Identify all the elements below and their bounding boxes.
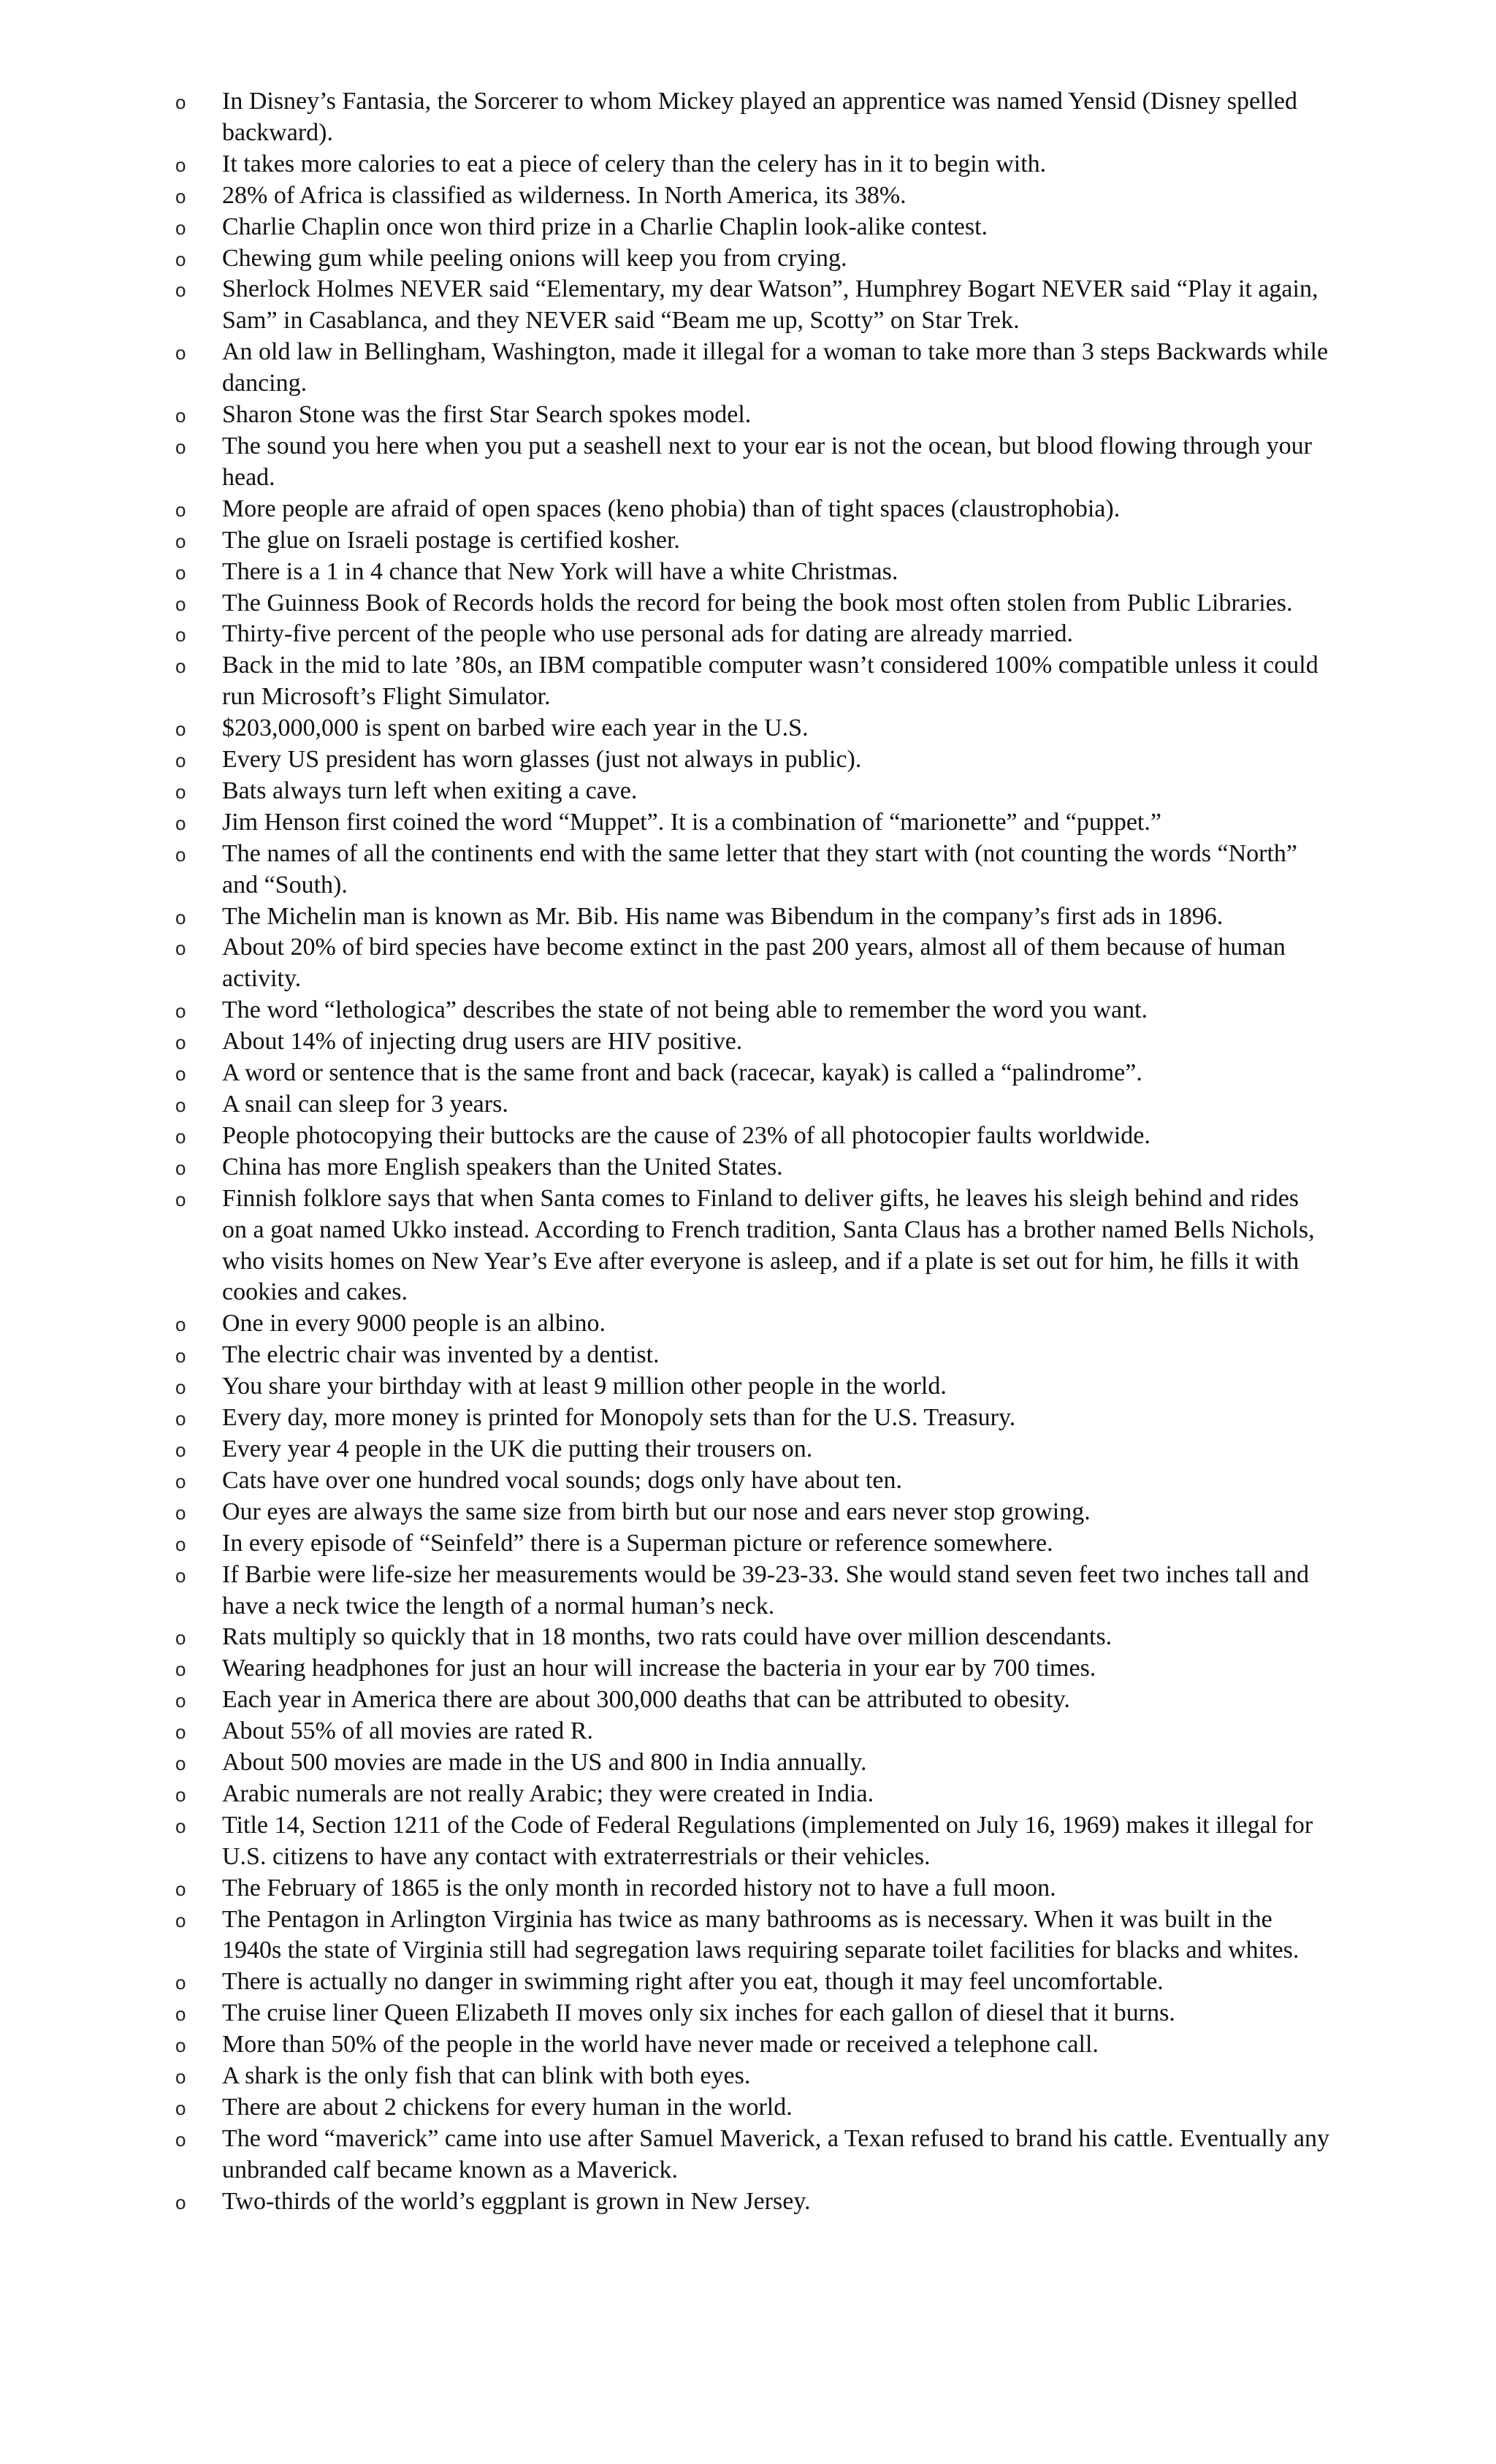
bullet-icon: o: [175, 1972, 186, 1994]
bullet-icon: o: [175, 153, 186, 176]
fact-text: 28% of Africa is classified as wilderness. In North America, its 38%.: [222, 181, 907, 209]
bullet-icon: o: [175, 780, 186, 803]
fact-text: The Pentagon in Arlington Virginia has twice as many bathrooms as is necessary. When it was built in the 1940s the state of Virginia still had segregation laws requiring separate toilet facilities for blacks and whites.: [222, 1905, 1300, 1964]
fact-text: About 20% of bird species have become extinct in the past 200 years, almost all of them because of human activity.: [222, 934, 1286, 993]
bullet-icon: o: [175, 1031, 186, 1054]
bullet-icon: o: [175, 843, 186, 866]
list-item: [175, 86, 1329, 149]
bullet-icon: o: [175, 2034, 186, 2057]
bullet-icon: o: [175, 91, 186, 113]
fact-text: The Michelin man is known as Mr. Bib. His name was Bibendum in the company’s first ads in 1896.: [222, 902, 1224, 930]
list-item: [175, 1497, 1329, 1528]
fact-text: About 14% of injecting drug users are HIV positive.: [222, 1028, 743, 1056]
fact-text: Our eyes are always the same size from birth but our nose and ears never stop growing.: [222, 1498, 1091, 1525]
bullet-icon: o: [175, 1188, 186, 1210]
fact-text: In Disney’s Fantasia, the Sorcerer to whom Mickey played an apprentice was named Yensid (Disney spelled backward).: [222, 88, 1298, 146]
list-item: [175, 180, 1329, 212]
list-item: [175, 2124, 1329, 2186]
list-item: [175, 400, 1329, 431]
bullet-icon: o: [175, 906, 186, 928]
fact-text: Bats always turn left when exiting a cave.: [222, 777, 638, 804]
fact-text: The glue on Israeli postage is certified kosher.: [222, 526, 680, 554]
bullet-icon: o: [175, 216, 186, 239]
fact-text: Sharon Stone was the first Star Search spokes model.: [222, 401, 752, 429]
list-item: [175, 1371, 1329, 1403]
list-item: [175, 1622, 1329, 1653]
bullet-icon: o: [175, 2066, 186, 2089]
list-item: [175, 1716, 1329, 1747]
list-item: [175, 149, 1329, 180]
facts-list: [175, 86, 1329, 2218]
list-item: [175, 1308, 1329, 1340]
list-item: [175, 243, 1329, 275]
bullet-icon: o: [175, 1815, 186, 1837]
bullet-icon: o: [175, 1909, 186, 1931]
bullet-icon: o: [175, 1501, 186, 1524]
list-item: [175, 713, 1329, 744]
bullet-icon: o: [175, 185, 186, 207]
bullet-icon: o: [175, 1564, 186, 1587]
bullet-icon: o: [175, 2003, 186, 2026]
bullet-icon: o: [175, 2097, 186, 2119]
list-item: [175, 1058, 1329, 1089]
bullet-icon: o: [175, 1156, 186, 1179]
bullet-icon: o: [175, 655, 186, 678]
list-item: [175, 619, 1329, 650]
list-item: [175, 2029, 1329, 2061]
list-item: [175, 1653, 1329, 1685]
bullet-icon: o: [175, 1345, 186, 1368]
bullet-icon: o: [175, 592, 186, 615]
bullet-icon: o: [175, 1408, 186, 1430]
fact-text: The Guinness Book of Records holds the record for being the book most often stolen from Public Libraries.: [222, 589, 1293, 617]
fact-text: Thirty-five percent of the people who use personal ads for dating are already married.: [222, 620, 1073, 648]
fact-text: There are about 2 chickens for every human in the world.: [222, 2094, 793, 2121]
bullet-icon: o: [175, 1690, 186, 1712]
bullet-icon: o: [175, 1627, 186, 1649]
bullet-icon: o: [175, 342, 186, 365]
bullet-icon: o: [175, 1783, 186, 1806]
fact-text: The sound you here when you put a seashell next to your ear is not the ocean, but blood flowing through your head.: [222, 432, 1312, 491]
fact-text: Every year 4 people in the UK die putting their trousers on.: [222, 1435, 813, 1462]
list-item: [175, 1528, 1329, 1560]
bullet-icon: o: [175, 624, 186, 646]
bullet-icon: o: [175, 1658, 186, 1681]
bullet-icon: o: [175, 1063, 186, 1086]
bullet-icon: o: [175, 718, 186, 741]
list-item: [175, 525, 1329, 557]
fact-text: The names of all the continents end with the same letter that they start with (not counting the words “North” and “South).: [222, 839, 1297, 899]
list-item: [175, 807, 1329, 839]
list-item: [175, 2092, 1329, 2124]
fact-text: The cruise liner Queen Elizabeth II moves only six inches for each gallon of diesel that it burns.: [222, 1999, 1175, 2027]
fact-text: Every US president has worn glasses (just not always in public).: [222, 746, 862, 774]
bullet-icon: o: [175, 750, 186, 772]
fact-text: About 55% of all movies are rated R.: [222, 1717, 593, 1745]
fact-text: You share your birthday with at least 9 million other people in the world.: [222, 1373, 947, 1400]
fact-text: $203,000,000 is spent on barbed wire each year in the U.S.: [222, 714, 809, 742]
fact-text: One in every 9000 people is an albino.: [222, 1310, 606, 1338]
fact-text: Wearing headphones for just an hour will increase the bacteria in your ear by 700 times.: [222, 1655, 1096, 1682]
bullet-icon: o: [175, 937, 186, 960]
fact-text: Finnish folklore says that when Santa comes to Finland to deliver gifts, he leaves his sleigh behind and rides on a goat named Ukko instead. According to French tradition, Santa Claus has a brother named Bells Nichols, who visits homes on New Year’s Eve after everyone is asleep, and if a plate is set out for him, he fills it with cookies and cakes.: [222, 1184, 1315, 1306]
list-item: [175, 1560, 1329, 1622]
bullet-icon: o: [175, 435, 186, 458]
list-item: [175, 1810, 1329, 1873]
bullet-icon: o: [175, 2191, 186, 2213]
bullet-icon: o: [175, 1438, 186, 1461]
bullet-icon: o: [175, 1313, 186, 1336]
fact-text: Each year in America there are about 300,000 deaths that can be attributed to obesity.: [222, 1686, 1070, 1714]
fact-text: Sherlock Holmes NEVER said “Elementary, my dear Watson”, Humphrey Bogart NEVER said “Play it again, Sam” in Casablanca, and they NEVER said “Beam me up, Scotty” on Star Trek.: [222, 275, 1318, 335]
list-item: [175, 776, 1329, 807]
list-item: [175, 901, 1329, 933]
bullet-icon: o: [175, 248, 186, 270]
fact-text: In every episode of “Seinfeld” there is a Superman picture or reference somewhere.: [222, 1529, 1053, 1557]
fact-text: The February of 1865 is the only month in recorded history not to have a full moon.: [222, 1874, 1056, 1902]
bullet-icon: o: [175, 1000, 186, 1023]
bullet-icon: o: [175, 1533, 186, 1555]
list-item: [175, 337, 1329, 400]
fact-text: Rats multiply so quickly that in 18 months, two rats could have over million descendants.: [222, 1623, 1113, 1651]
list-item: [175, 995, 1329, 1026]
bullet-icon: o: [175, 1470, 186, 1492]
bullet-icon: o: [175, 1877, 186, 1900]
list-item: [175, 1340, 1329, 1371]
bullet-icon: o: [175, 561, 186, 584]
fact-text: More than 50% of the people in the world have never made or received a telephone call.: [222, 2031, 1099, 2059]
fact-text: An old law in Bellingham, Washington, made it illegal for a woman to take more than 3 steps Backwards while dancing.: [222, 338, 1329, 397]
list-item: [175, 1465, 1329, 1497]
fact-text: People photocopying their buttocks are the cause of 23% of all photocopier faults worldwide.: [222, 1121, 1150, 1149]
fact-text: Charlie Chaplin once won third prize in a Charlie Chaplin look-alike contest.: [222, 213, 988, 240]
fact-text: The electric chair was invented by a dentist.: [222, 1341, 660, 1369]
fact-text: It takes more calories to eat a piece of celery than the celery has in it to begin with.: [222, 150, 1047, 178]
fact-text: If Barbie were life-size her measurements would be 39-23-33. She would stand seven feet two inches tall and have a neck twice the length of a normal human’s neck.: [222, 1560, 1309, 1620]
bullet-icon: o: [175, 1376, 186, 1399]
fact-text: Cats have over one hundred vocal sounds; dogs only have about ten.: [222, 1466, 903, 1494]
list-item: [175, 212, 1329, 243]
bullet-icon: o: [175, 405, 186, 427]
list-item: [175, 274, 1329, 337]
list-item: [175, 1089, 1329, 1121]
list-item: [175, 1685, 1329, 1716]
bullet-icon: o: [175, 1125, 186, 1148]
list-item: [175, 1121, 1329, 1152]
bullet-icon: o: [175, 530, 186, 552]
fact-text: A shark is the only fish that can blink with both eyes.: [222, 2062, 751, 2090]
bullet-icon: o: [175, 1721, 186, 1744]
list-item: [175, 1152, 1329, 1183]
bullet-icon: o: [175, 812, 186, 834]
fact-text: The word “maverick” came into use after Samuel Maverick, a Texan refused to brand his cattle. Eventually any unbranded calf became known as a Maverick.: [222, 2124, 1330, 2183]
list-item: [175, 494, 1329, 525]
fact-text: China has more English speakers than the United States.: [222, 1153, 783, 1180]
list-item: [175, 1026, 1329, 1058]
fact-text: Back in the mid to late ’80s, an IBM compatible computer wasn’t considered 100% compatible unless it could run Microsoft’s Flight Simulator.: [222, 652, 1318, 711]
fact-text: More people are afraid of open spaces (keno phobia) than of tight spaces (claustrophobia).: [222, 495, 1121, 522]
fact-text: Arabic numerals are not really Arabic; they were created in India.: [222, 1780, 874, 1807]
fact-text: Two-thirds of the world’s eggplant is grown in New Jersey.: [222, 2187, 811, 2215]
fact-text: Every day, more money is printed for Monopoly sets than for the U.S. Treasury.: [222, 1404, 1016, 1432]
list-item: [175, 1873, 1329, 1904]
list-item: [175, 1434, 1329, 1465]
fact-text: There is actually no danger in swimming right after you eat, though it may feel uncomfortable.: [222, 1968, 1164, 1996]
list-item: [175, 1747, 1329, 1779]
list-item: [175, 431, 1329, 494]
fact-text: The word “lethologica” describes the state of not being able to remember the word you want.: [222, 996, 1148, 1024]
fact-text: A word or sentence that is the same front and back (racecar, kayak) is called a “palindrome”.: [222, 1059, 1142, 1087]
list-item: [175, 588, 1329, 619]
list-item: [175, 1998, 1329, 2029]
list-item: [175, 839, 1329, 901]
list-item: [175, 1904, 1329, 1967]
bullet-icon: o: [175, 1094, 186, 1116]
bullet-icon: o: [175, 2128, 186, 2151]
list-item: [175, 1779, 1329, 1810]
bullet-icon: o: [175, 498, 186, 521]
list-item: [175, 744, 1329, 776]
list-item: [175, 2061, 1329, 2092]
fact-text: There is a 1 in 4 chance that New York will have a white Christmas.: [222, 557, 898, 585]
fact-text: Chewing gum while peeling onions will keep you from crying.: [222, 244, 847, 272]
list-item: [175, 1967, 1329, 1998]
list-item: [175, 2186, 1329, 2218]
list-item: [175, 557, 1329, 588]
fact-text: About 500 movies are made in the US and 800 in India annually.: [222, 1749, 867, 1777]
fact-text: A snail can sleep for 3 years.: [222, 1091, 508, 1118]
fact-text: Title 14, Section 1211 of the Code of Federal Regulations (implemented on July 16, 1969) makes it illegal for U.S. citizens to have any contact with extraterrestrials or their vehicles.: [222, 1811, 1313, 1870]
list-item: [175, 1183, 1329, 1309]
bullet-icon: o: [175, 1752, 186, 1775]
list-item: [175, 932, 1329, 995]
bullet-icon: o: [175, 279, 186, 302]
list-item: [175, 650, 1329, 713]
fact-text: Jim Henson first coined the word “Muppet”. It is a combination of “marionette” and “puppet.”: [222, 808, 1161, 836]
list-item: [175, 1403, 1329, 1434]
